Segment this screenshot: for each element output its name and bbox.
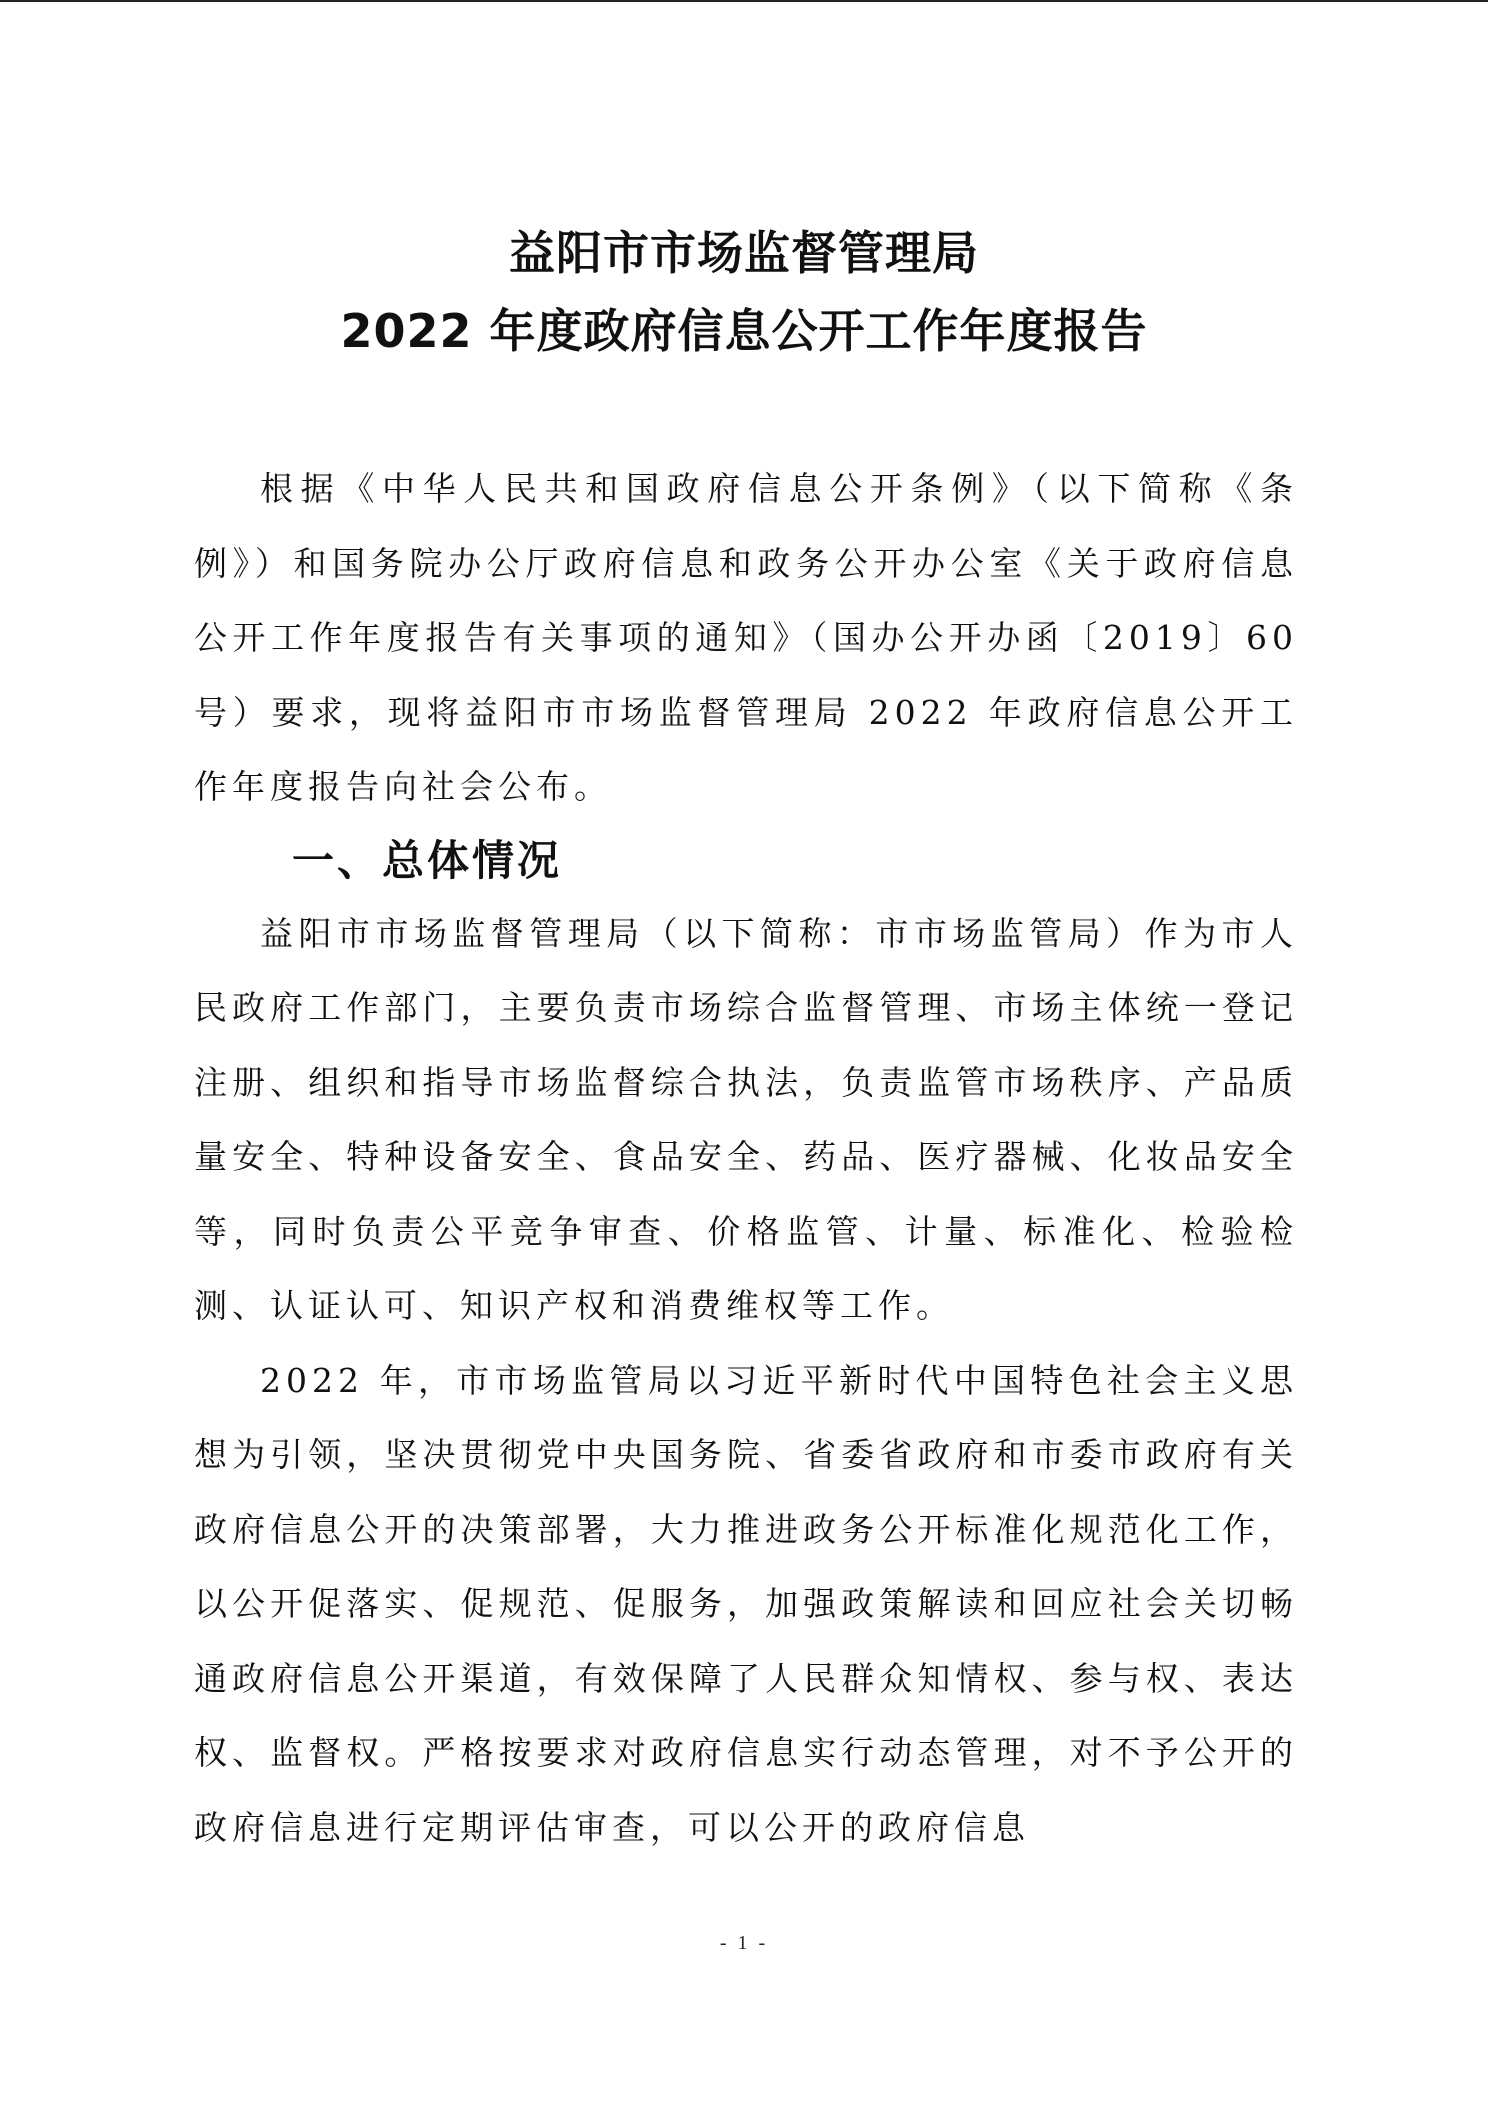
- document-title-line-1: 益阳市市场监督管理局: [509, 226, 979, 280]
- section-heading-overview: 一、总体情况: [292, 835, 563, 885]
- document-body: [194, 452, 1298, 1865]
- page-number: - 1 -: [719, 1932, 769, 1954]
- overview-paragraph-2: 2022 年，市市场监管局以习近平新时代中国特色社会主义思想为引领，坚决贯彻党中央国务院、省委省政府和市委市政府有关政府信息公开的决策部署，大力推进政务公开标准化规范化工作，以公开促落实、促规范、促服务，加强政策解读和回应社会关切畅通政府信息公开渠道，有效保障了人民群众知情权、参与权、表达权、监督权。严格按要求对政府信息实行动态管理，对不予公开的政府信息进行定期评估审查，可以公开的政府信息: [194, 1360, 1298, 1847]
- overview-paragraph-1: 益阳市市场监督管理局（以下简称：市市场监管局）作为市人民政府工作部门，主要负责市场综合监督管理、市场主体统一登记注册、组织和指导市场监督综合执法，负责监管市场秩序、产品质量安全、特种设备安全、食品安全、药品、医疗器械、化妆品安全等，同时负责公平竞争审查、价格监管、计量、标准化、检验检测、认证认可、知识产权和消费维权等工作。: [194, 913, 1298, 1325]
- intro-paragraph: 根据《中华人民共和国政府信息公开条例》（以下简称《条例》）和国务院办公厅政府信息和政务公开办公室《关于政府信息公开工作年度报告有关事项的通知》（国办公开办函〔2019〕60 号）要求，现将益阳市市场监督管理局 2022 年政府信息公开工作年度报告向社会公布。: [194, 469, 1298, 806]
- document-title-line-2: 2022 年度政府信息公开工作年度报告: [340, 304, 1148, 358]
